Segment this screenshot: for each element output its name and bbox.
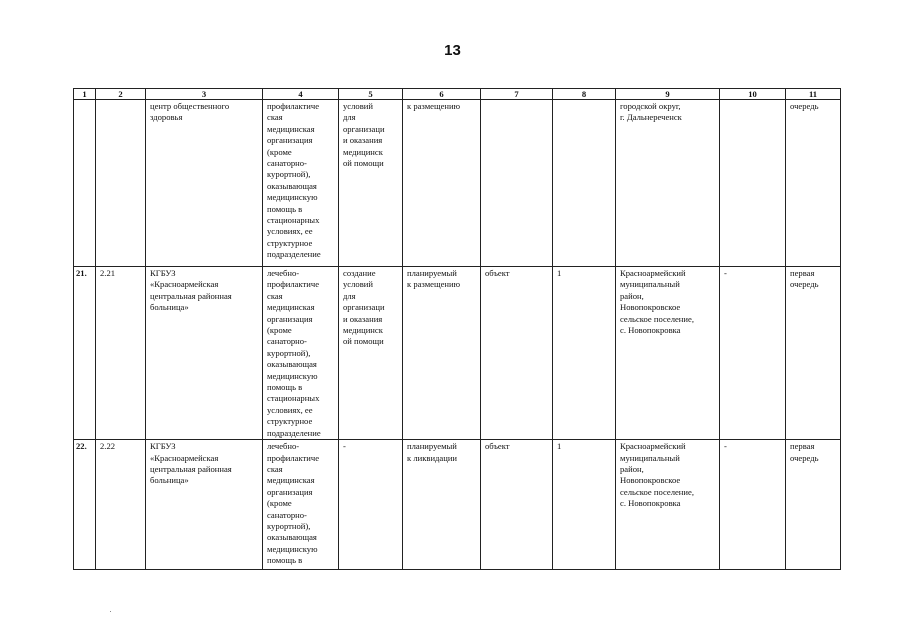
cell-row-number xyxy=(74,100,96,267)
cell-zone xyxy=(720,100,786,267)
cell-item-code xyxy=(96,100,146,267)
cell-name: КГБУЗ «Красноармейская центральная районная больница» xyxy=(146,440,263,570)
col-header-11: 11 xyxy=(786,89,841,100)
cell-type: лечебно- профилактиче ская медицинская организация (кроме санаторно- курортной), оказывающая медицинскую помощь в стационарных условиях, ее структурное подразделение xyxy=(263,267,339,440)
col-header-4: 4 xyxy=(263,89,339,100)
cell-location: городской округ, г. Дальнереченск xyxy=(616,100,720,267)
cell-purpose: - xyxy=(339,440,403,570)
cell-zone: - xyxy=(720,267,786,440)
col-header-8: 8 xyxy=(553,89,616,100)
cell-row-number: 21. xyxy=(74,267,96,440)
col-header-7: 7 xyxy=(481,89,553,100)
col-header-6: 6 xyxy=(403,89,481,100)
cell-status: к размещению xyxy=(403,100,481,267)
table-row xyxy=(74,267,841,440)
cell-stage: очередь xyxy=(786,100,841,267)
header-row xyxy=(74,89,841,100)
cell-quantity: 1 xyxy=(553,267,616,440)
cell-status: планируемый к ликвидации xyxy=(403,440,481,570)
cell-item-code: 2.21 xyxy=(96,267,146,440)
col-header-10: 10 xyxy=(720,89,786,100)
table-row xyxy=(74,100,841,267)
cell-item-code: 2.22 xyxy=(96,440,146,570)
col-header-2: 2 xyxy=(96,89,146,100)
table-row xyxy=(74,440,841,570)
cell-zone: - xyxy=(720,440,786,570)
cell-stage: первая очередь xyxy=(786,440,841,570)
cell-stage: первая очередь xyxy=(786,267,841,440)
cell-quantity xyxy=(553,100,616,267)
cell-status: планируемый к размещению xyxy=(403,267,481,440)
cell-unit: объект xyxy=(481,440,553,570)
col-header-9: 9 xyxy=(616,89,720,100)
col-header-1: 1 xyxy=(74,89,96,100)
document-table xyxy=(73,88,841,570)
col-header-3: 3 xyxy=(146,89,263,100)
scan-speck xyxy=(110,611,111,612)
cell-purpose: условий для организаци и оказания медицинск ой помощи xyxy=(339,100,403,267)
cell-quantity: 1 xyxy=(553,440,616,570)
cell-purpose: создание условий для организаци и оказания медицинск ой помощи xyxy=(339,267,403,440)
page-number: 13 xyxy=(444,42,461,59)
cell-unit xyxy=(481,100,553,267)
cell-location: Красноармейский муниципальный район, Новопокровское сельское поселение, с. Новопокровка xyxy=(616,267,720,440)
cell-location: Красноармейский муниципальный район, Новопокровское сельское поселение, с. Новопокровка xyxy=(616,440,720,570)
cell-name: центр общественного здоровья xyxy=(146,100,263,267)
cell-name: КГБУЗ «Красноармейская центральная районная больница» xyxy=(146,267,263,440)
col-header-5: 5 xyxy=(339,89,403,100)
cell-unit: объект xyxy=(481,267,553,440)
cell-row-number: 22. xyxy=(74,440,96,570)
cell-type: профилактиче ская медицинская организация (кроме санаторно- курортной), оказывающая медицинскую помощь в стационарных условиях, ее структурное подразделение xyxy=(263,100,339,267)
cell-type: лечебно- профилактиче ская медицинская организация (кроме санаторно- курортной), оказывающая медицинскую помощь в xyxy=(263,440,339,570)
